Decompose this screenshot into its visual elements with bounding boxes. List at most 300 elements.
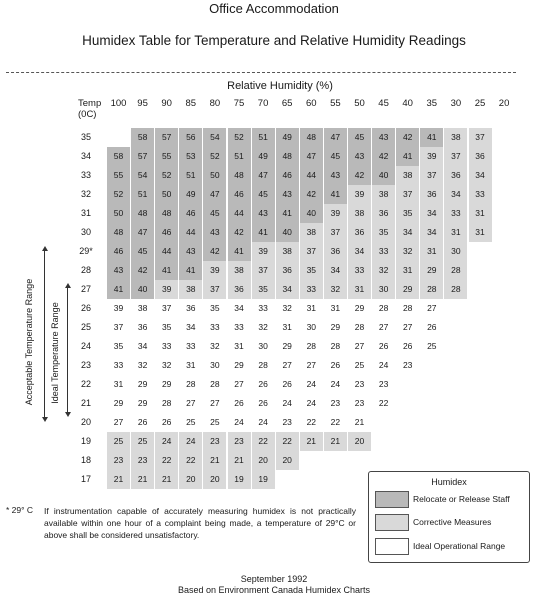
table-cell: 58 bbox=[131, 128, 154, 147]
table-cell: 50 bbox=[203, 166, 226, 185]
table-cell: 24 bbox=[234, 417, 244, 427]
table-cell: 39 bbox=[203, 261, 226, 280]
table-cell: 38 bbox=[228, 261, 251, 280]
table-cell: 37 bbox=[161, 303, 172, 313]
table-cell: 22 bbox=[155, 451, 178, 470]
table-cell: 27 bbox=[234, 379, 244, 389]
table-cell: 37 bbox=[113, 322, 124, 332]
legend-swatch-ideal bbox=[375, 538, 409, 555]
table-cell: 22 bbox=[179, 451, 202, 470]
ideal-range-arrow-up-icon bbox=[65, 283, 71, 288]
table-cell: 36 bbox=[276, 261, 299, 280]
table-cell: 35 bbox=[300, 261, 323, 280]
table-cell: 41 bbox=[179, 261, 202, 280]
table-cell: 38 bbox=[276, 242, 299, 261]
table-cell: 45 bbox=[252, 185, 275, 204]
temp-row-label: 33 bbox=[80, 170, 91, 180]
table-cell: 45 bbox=[131, 242, 154, 261]
temp-header-line1: Temp bbox=[78, 98, 102, 109]
table-cell: 26 bbox=[137, 417, 148, 427]
table-cell: 28 bbox=[210, 379, 220, 389]
table-cell: 33 bbox=[372, 242, 395, 261]
table-cell: 25 bbox=[354, 360, 365, 370]
table-cell: 41 bbox=[252, 223, 275, 242]
table-cell: 27 bbox=[306, 360, 317, 370]
table-cell: 54 bbox=[131, 166, 154, 185]
rh-header-cell: 50 bbox=[354, 98, 365, 109]
table-cell: 34 bbox=[276, 280, 299, 299]
table-cell: 28 bbox=[306, 341, 317, 351]
table-cell: 33 bbox=[210, 322, 220, 332]
table-cell: 21 bbox=[107, 470, 130, 489]
footer-date: September 1992 bbox=[240, 574, 308, 584]
table-cell: 49 bbox=[276, 128, 299, 147]
table-cell: 39 bbox=[348, 185, 371, 204]
rh-header-cell: 70 bbox=[257, 98, 269, 109]
table-cell: 37 bbox=[420, 166, 443, 185]
table-cell: 28 bbox=[330, 341, 341, 351]
table-cell: 35 bbox=[161, 322, 172, 332]
table-cell: 41 bbox=[396, 147, 419, 166]
table-cell: 43 bbox=[324, 166, 347, 185]
table-cell: 41 bbox=[107, 280, 130, 299]
table-cell: 35 bbox=[396, 204, 419, 223]
temp-row-label: 28 bbox=[80, 265, 91, 275]
table-cell: 26 bbox=[161, 417, 172, 427]
table-cell: 29 bbox=[113, 398, 124, 408]
table-cell: 36 bbox=[420, 185, 443, 204]
table-cell: 48 bbox=[228, 166, 251, 185]
table-cell: 26 bbox=[330, 360, 341, 370]
table-cell: 42 bbox=[300, 185, 323, 204]
table-cell: 44 bbox=[179, 223, 202, 242]
table-cell: 41 bbox=[228, 242, 251, 261]
legend-label-relocate: Relocate or Release Staff bbox=[413, 494, 510, 504]
table-cell: 34 bbox=[186, 322, 196, 332]
ideal-range-label: Ideal Temperature Range bbox=[50, 302, 60, 404]
table-cell: 47 bbox=[203, 185, 226, 204]
table-cell: 28 bbox=[420, 280, 443, 299]
table-cell: 47 bbox=[324, 128, 347, 147]
table-cell: 32 bbox=[396, 242, 419, 261]
table-cell: 20 bbox=[276, 451, 299, 470]
table-cell: 27 bbox=[186, 398, 196, 408]
table-cell: 24 bbox=[306, 379, 317, 389]
temp-row-label: 20 bbox=[80, 417, 91, 427]
table-cell: 23 bbox=[282, 417, 292, 427]
table-cell: 28 bbox=[402, 303, 413, 313]
table-cell: 43 bbox=[203, 223, 226, 242]
table-cell: 37 bbox=[396, 185, 419, 204]
temp-row-label: 18 bbox=[80, 455, 91, 465]
table-cell: 24 bbox=[258, 417, 268, 427]
table-cell: 42 bbox=[131, 261, 154, 280]
table-cell: 36 bbox=[469, 147, 492, 166]
table-cell: 31 bbox=[469, 223, 492, 242]
table-cell: 31 bbox=[330, 303, 341, 313]
table-cell: 32 bbox=[372, 261, 395, 280]
table-cell: 39 bbox=[252, 242, 275, 261]
table-cell: 37 bbox=[444, 147, 467, 166]
table-cell: 29 bbox=[161, 379, 172, 389]
table-cell: 52 bbox=[155, 166, 178, 185]
temp-row-label: 23 bbox=[80, 360, 91, 370]
table-cell: 58 bbox=[107, 147, 130, 166]
table-cell: 28 bbox=[378, 303, 389, 313]
table-cell: 21 bbox=[354, 417, 365, 427]
table-cell: 38 bbox=[300, 223, 323, 242]
rh-header-cell: 85 bbox=[185, 98, 197, 109]
table-cell: 27 bbox=[402, 322, 413, 332]
table-cell: 31 bbox=[113, 379, 124, 389]
rh-header-cell: 30 bbox=[450, 98, 462, 109]
table-cell: 28 bbox=[444, 261, 467, 280]
table-cell: 34 bbox=[396, 223, 419, 242]
table-cell: 43 bbox=[372, 128, 395, 147]
rh-axis-label: Relative Humidity (%) bbox=[227, 80, 333, 92]
table-cell: 30 bbox=[210, 360, 220, 370]
table-cell: 38 bbox=[137, 303, 148, 313]
table-cell: 38 bbox=[348, 204, 371, 223]
table-cell: 42 bbox=[396, 128, 419, 147]
table-cell: 26 bbox=[378, 341, 389, 351]
table-cell: 26 bbox=[234, 398, 244, 408]
ideal-range-line bbox=[67, 287, 68, 412]
table-cell: 19 bbox=[228, 470, 251, 489]
table-cell: 23 bbox=[330, 398, 341, 408]
table-cell: 46 bbox=[276, 166, 299, 185]
table-cell: 33 bbox=[348, 261, 371, 280]
table-cell: 29 bbox=[396, 280, 419, 299]
table-cell: 31 bbox=[348, 280, 371, 299]
rh-header-cell: 75 bbox=[233, 98, 245, 109]
temp-row-label: 26 bbox=[80, 303, 91, 313]
temp-row-label: 21 bbox=[80, 398, 91, 408]
table-cell: 26 bbox=[258, 379, 268, 389]
table-cell: 49 bbox=[252, 147, 275, 166]
table-cell: 27 bbox=[354, 341, 365, 351]
table-cell: 34 bbox=[420, 223, 443, 242]
table-cell: 35 bbox=[372, 223, 395, 242]
rh-header-cell: 35 bbox=[426, 98, 438, 109]
table-cell: 39 bbox=[420, 147, 443, 166]
note-marker: * 29° C bbox=[6, 505, 34, 515]
table-cell: 56 bbox=[179, 128, 202, 147]
table-cell: 20 bbox=[179, 470, 202, 489]
table-cell: 34 bbox=[348, 242, 371, 261]
temp-row-label: 24 bbox=[80, 341, 91, 351]
table-cell: 33 bbox=[469, 185, 492, 204]
table-cell: 24 bbox=[330, 379, 341, 389]
rh-header-cell: 95 bbox=[137, 98, 148, 109]
table-cell: 37 bbox=[300, 242, 323, 261]
table-cell: 34 bbox=[444, 185, 467, 204]
humidex-legend bbox=[368, 471, 530, 563]
table-cell: 38 bbox=[179, 280, 202, 299]
table-cell: 34 bbox=[137, 341, 148, 351]
temp-row-label: 19 bbox=[80, 436, 91, 446]
table-cell: 50 bbox=[155, 185, 178, 204]
table-cell: 36 bbox=[372, 204, 395, 223]
table-cell: 39 bbox=[155, 280, 178, 299]
table-cell: 26 bbox=[427, 322, 437, 332]
table-cell: 45 bbox=[203, 204, 226, 223]
table-cell: 30 bbox=[372, 280, 395, 299]
acceptable-range-line bbox=[44, 250, 45, 417]
table-cell: 48 bbox=[131, 204, 154, 223]
table-cell: 29 bbox=[282, 341, 292, 351]
table-cell: 21 bbox=[131, 470, 154, 489]
table-cell: 23 bbox=[131, 451, 154, 470]
table-cell: 37 bbox=[203, 280, 226, 299]
table-cell: 52 bbox=[107, 185, 130, 204]
table-cell: 46 bbox=[228, 185, 251, 204]
legend-label-corrective: Corrective Measures bbox=[413, 517, 492, 527]
table-cell: 34 bbox=[234, 303, 244, 313]
table-cell: 28 bbox=[186, 379, 196, 389]
table-cell: 29 bbox=[137, 379, 148, 389]
table-cell: 47 bbox=[131, 223, 154, 242]
table-cell: 31 bbox=[469, 204, 492, 223]
table-cell: 47 bbox=[252, 166, 275, 185]
table-cell: 41 bbox=[324, 185, 347, 204]
table-cell: 57 bbox=[131, 147, 154, 166]
table-cell: 23 bbox=[354, 398, 365, 408]
table-cell: 32 bbox=[258, 322, 268, 332]
table-cell: 41 bbox=[420, 128, 443, 147]
rh-header-cell: 65 bbox=[281, 98, 293, 109]
table-cell: 57 bbox=[155, 128, 178, 147]
table-cell: 48 bbox=[155, 204, 178, 223]
table-cell: 36 bbox=[348, 223, 371, 242]
table-cell: 32 bbox=[282, 303, 292, 313]
table-cell: 31 bbox=[396, 261, 419, 280]
table-cell: 51 bbox=[179, 166, 202, 185]
table-cell: 44 bbox=[300, 166, 323, 185]
table-cell: 41 bbox=[276, 204, 299, 223]
table-cell: 42 bbox=[228, 223, 251, 242]
table-cell: 39 bbox=[113, 303, 124, 313]
table-cell: 35 bbox=[210, 303, 220, 313]
table-cell: 42 bbox=[203, 242, 226, 261]
table-cell: 51 bbox=[228, 147, 251, 166]
table-cell: 25 bbox=[107, 432, 130, 451]
table-cell: 29 bbox=[354, 303, 365, 313]
table-cell: 35 bbox=[113, 341, 124, 351]
table-cell: 50 bbox=[107, 204, 130, 223]
table-cell: 22 bbox=[252, 432, 275, 451]
table-cell: 33 bbox=[186, 341, 196, 351]
rh-header-cell: 100 bbox=[110, 98, 127, 109]
table-subtitle: Humidex Table for Temperature and Relative Humidity Readings bbox=[82, 33, 466, 48]
table-cell: 40 bbox=[372, 166, 395, 185]
table-cell: 44 bbox=[155, 242, 178, 261]
table-cell: 43 bbox=[276, 185, 299, 204]
temp-row-label: 27 bbox=[80, 284, 91, 294]
table-cell: 42 bbox=[348, 166, 371, 185]
table-cell: 30 bbox=[444, 242, 467, 261]
table-cell: 23 bbox=[402, 360, 413, 370]
table-cell: 29 bbox=[137, 398, 148, 408]
table-cell: 55 bbox=[107, 166, 130, 185]
table-cell: 33 bbox=[234, 322, 244, 332]
table-cell: 21 bbox=[324, 432, 347, 451]
table-cell: 20 bbox=[252, 451, 275, 470]
table-cell: 24 bbox=[155, 432, 178, 451]
table-cell: 51 bbox=[131, 185, 154, 204]
table-cell: 21 bbox=[228, 451, 251, 470]
table-cell: 40 bbox=[131, 280, 154, 299]
table-cell: 30 bbox=[258, 341, 268, 351]
temp-row-label: 17 bbox=[80, 474, 91, 484]
table-cell: 52 bbox=[203, 147, 226, 166]
table-cell: 44 bbox=[228, 204, 251, 223]
table-cell: 29 bbox=[420, 261, 443, 280]
legend-swatch-relocate bbox=[375, 491, 409, 508]
table-cell: 54 bbox=[203, 128, 226, 147]
table-cell: 32 bbox=[161, 360, 172, 370]
table-cell: 41 bbox=[155, 261, 178, 280]
table-cell: 31 bbox=[420, 242, 443, 261]
table-cell: 30 bbox=[306, 322, 317, 332]
temp-row-label: 31 bbox=[80, 208, 91, 218]
table-cell: 19 bbox=[252, 470, 275, 489]
rh-header-cell: 25 bbox=[474, 98, 486, 109]
rh-header-cell: 40 bbox=[402, 98, 413, 109]
table-cell: 27 bbox=[378, 322, 389, 332]
table-cell bbox=[107, 128, 130, 147]
table-cell: 51 bbox=[252, 128, 275, 147]
table-cell: 21 bbox=[203, 451, 226, 470]
table-cell: 33 bbox=[161, 341, 172, 351]
table-cell: 37 bbox=[324, 223, 347, 242]
footnote-text: If instrumentation capable of accurately measuring humidex is not practically available within one hour of a complaint being made, a temperature of 29°C or above shall be considered unsatisfactory. bbox=[44, 506, 356, 540]
table-cell: 43 bbox=[179, 242, 202, 261]
rh-header-cell: 20 bbox=[498, 98, 510, 109]
table-cell: 39 bbox=[324, 204, 347, 223]
table-cell: 24 bbox=[306, 398, 317, 408]
acceptable-range-label: Acceptable Temperature Range bbox=[24, 278, 34, 406]
table-cell: 29 bbox=[234, 360, 244, 370]
table-cell: 24 bbox=[282, 398, 292, 408]
rh-header-cell: 80 bbox=[209, 98, 221, 109]
temp-row-label: 25 bbox=[80, 322, 91, 332]
table-cell: 27 bbox=[282, 360, 292, 370]
table-cell: 25 bbox=[210, 417, 220, 427]
table-cell: 43 bbox=[348, 147, 371, 166]
table-cell: 46 bbox=[155, 223, 178, 242]
table-cell: 32 bbox=[210, 341, 220, 351]
table-cell: 55 bbox=[155, 147, 178, 166]
table-cell: 31 bbox=[444, 223, 467, 242]
table-cell: 27 bbox=[113, 417, 124, 427]
table-cell: 29 bbox=[330, 322, 341, 332]
table-cell: 22 bbox=[276, 432, 299, 451]
legend-title: Humidex bbox=[431, 477, 467, 487]
table-cell: 28 bbox=[444, 280, 467, 299]
table-cell: 28 bbox=[161, 398, 172, 408]
table-cell: 34 bbox=[469, 166, 492, 185]
table-cell: 36 bbox=[186, 303, 196, 313]
table-cell: 42 bbox=[372, 147, 395, 166]
table-cell: 28 bbox=[354, 322, 365, 332]
table-cell: 48 bbox=[276, 147, 299, 166]
table-cell: 38 bbox=[444, 128, 467, 147]
table-cell: 38 bbox=[372, 185, 395, 204]
table-cell: 40 bbox=[300, 204, 323, 223]
table-cell: 27 bbox=[427, 303, 437, 313]
table-cell: 23 bbox=[378, 379, 389, 389]
table-cell: 52 bbox=[228, 128, 251, 147]
table-cell: 23 bbox=[107, 451, 130, 470]
legend-label-ideal: Ideal Operational Range bbox=[413, 541, 506, 551]
temp-row-label: 35 bbox=[80, 132, 91, 142]
temp-row-label: 22 bbox=[80, 379, 91, 389]
table-cell: 24 bbox=[378, 360, 389, 370]
table-cell: 33 bbox=[444, 204, 467, 223]
table-cell: 37 bbox=[252, 261, 275, 280]
table-cell: 48 bbox=[107, 223, 130, 242]
table-cell: 24 bbox=[179, 432, 202, 451]
table-cell: 45 bbox=[348, 128, 371, 147]
table-cell: 36 bbox=[137, 322, 148, 332]
table-cell: 23 bbox=[228, 432, 251, 451]
table-cell: 34 bbox=[324, 261, 347, 280]
table-cell: 31 bbox=[306, 303, 317, 313]
temp-row-label: 32 bbox=[80, 189, 91, 199]
table-cell: 33 bbox=[113, 360, 124, 370]
table-cell: 28 bbox=[258, 360, 268, 370]
table-cell: 23 bbox=[354, 379, 365, 389]
table-cell: 33 bbox=[258, 303, 268, 313]
table-cell: 25 bbox=[131, 432, 154, 451]
table-cell: 36 bbox=[228, 280, 251, 299]
ideal-range-arrow-down-icon bbox=[65, 412, 71, 417]
rh-header-cell: 60 bbox=[306, 98, 317, 109]
table-cell: 27 bbox=[210, 398, 220, 408]
page-title: Office Accommodation bbox=[209, 1, 339, 16]
table-cell: 20 bbox=[348, 432, 371, 451]
table-cell: 36 bbox=[444, 166, 467, 185]
table-cell: 45 bbox=[324, 147, 347, 166]
rh-header-cell: 55 bbox=[330, 98, 341, 109]
table-cell: 26 bbox=[402, 341, 413, 351]
table-cell: 23 bbox=[203, 432, 226, 451]
table-cell: 43 bbox=[252, 204, 275, 223]
table-cell: 26 bbox=[282, 379, 292, 389]
temp-row-label: 34 bbox=[80, 151, 91, 161]
temp-header-line2: (0C) bbox=[78, 109, 97, 120]
footer-basis: Based on Environment Canada Humidex Charts bbox=[177, 585, 371, 595]
table-cell: 46 bbox=[179, 204, 202, 223]
table-cell: 31 bbox=[282, 322, 292, 332]
table-cell: 33 bbox=[300, 280, 323, 299]
table-cell: 40 bbox=[276, 223, 299, 242]
table-cell: 36 bbox=[324, 242, 347, 261]
table-cell: 31 bbox=[234, 341, 244, 351]
rh-header-cell: 45 bbox=[378, 98, 389, 109]
table-cell: 20 bbox=[203, 470, 226, 489]
table-cell: 43 bbox=[107, 261, 130, 280]
table-cell: 49 bbox=[179, 185, 202, 204]
table-cell: 32 bbox=[324, 280, 347, 299]
table-cell: 48 bbox=[300, 128, 323, 147]
table-cell: 21 bbox=[300, 432, 323, 451]
table-cell: 25 bbox=[427, 341, 437, 351]
table-cell: 35 bbox=[252, 280, 275, 299]
table-cell: 53 bbox=[179, 147, 202, 166]
acceptable-range-arrow-down-icon bbox=[42, 417, 48, 422]
